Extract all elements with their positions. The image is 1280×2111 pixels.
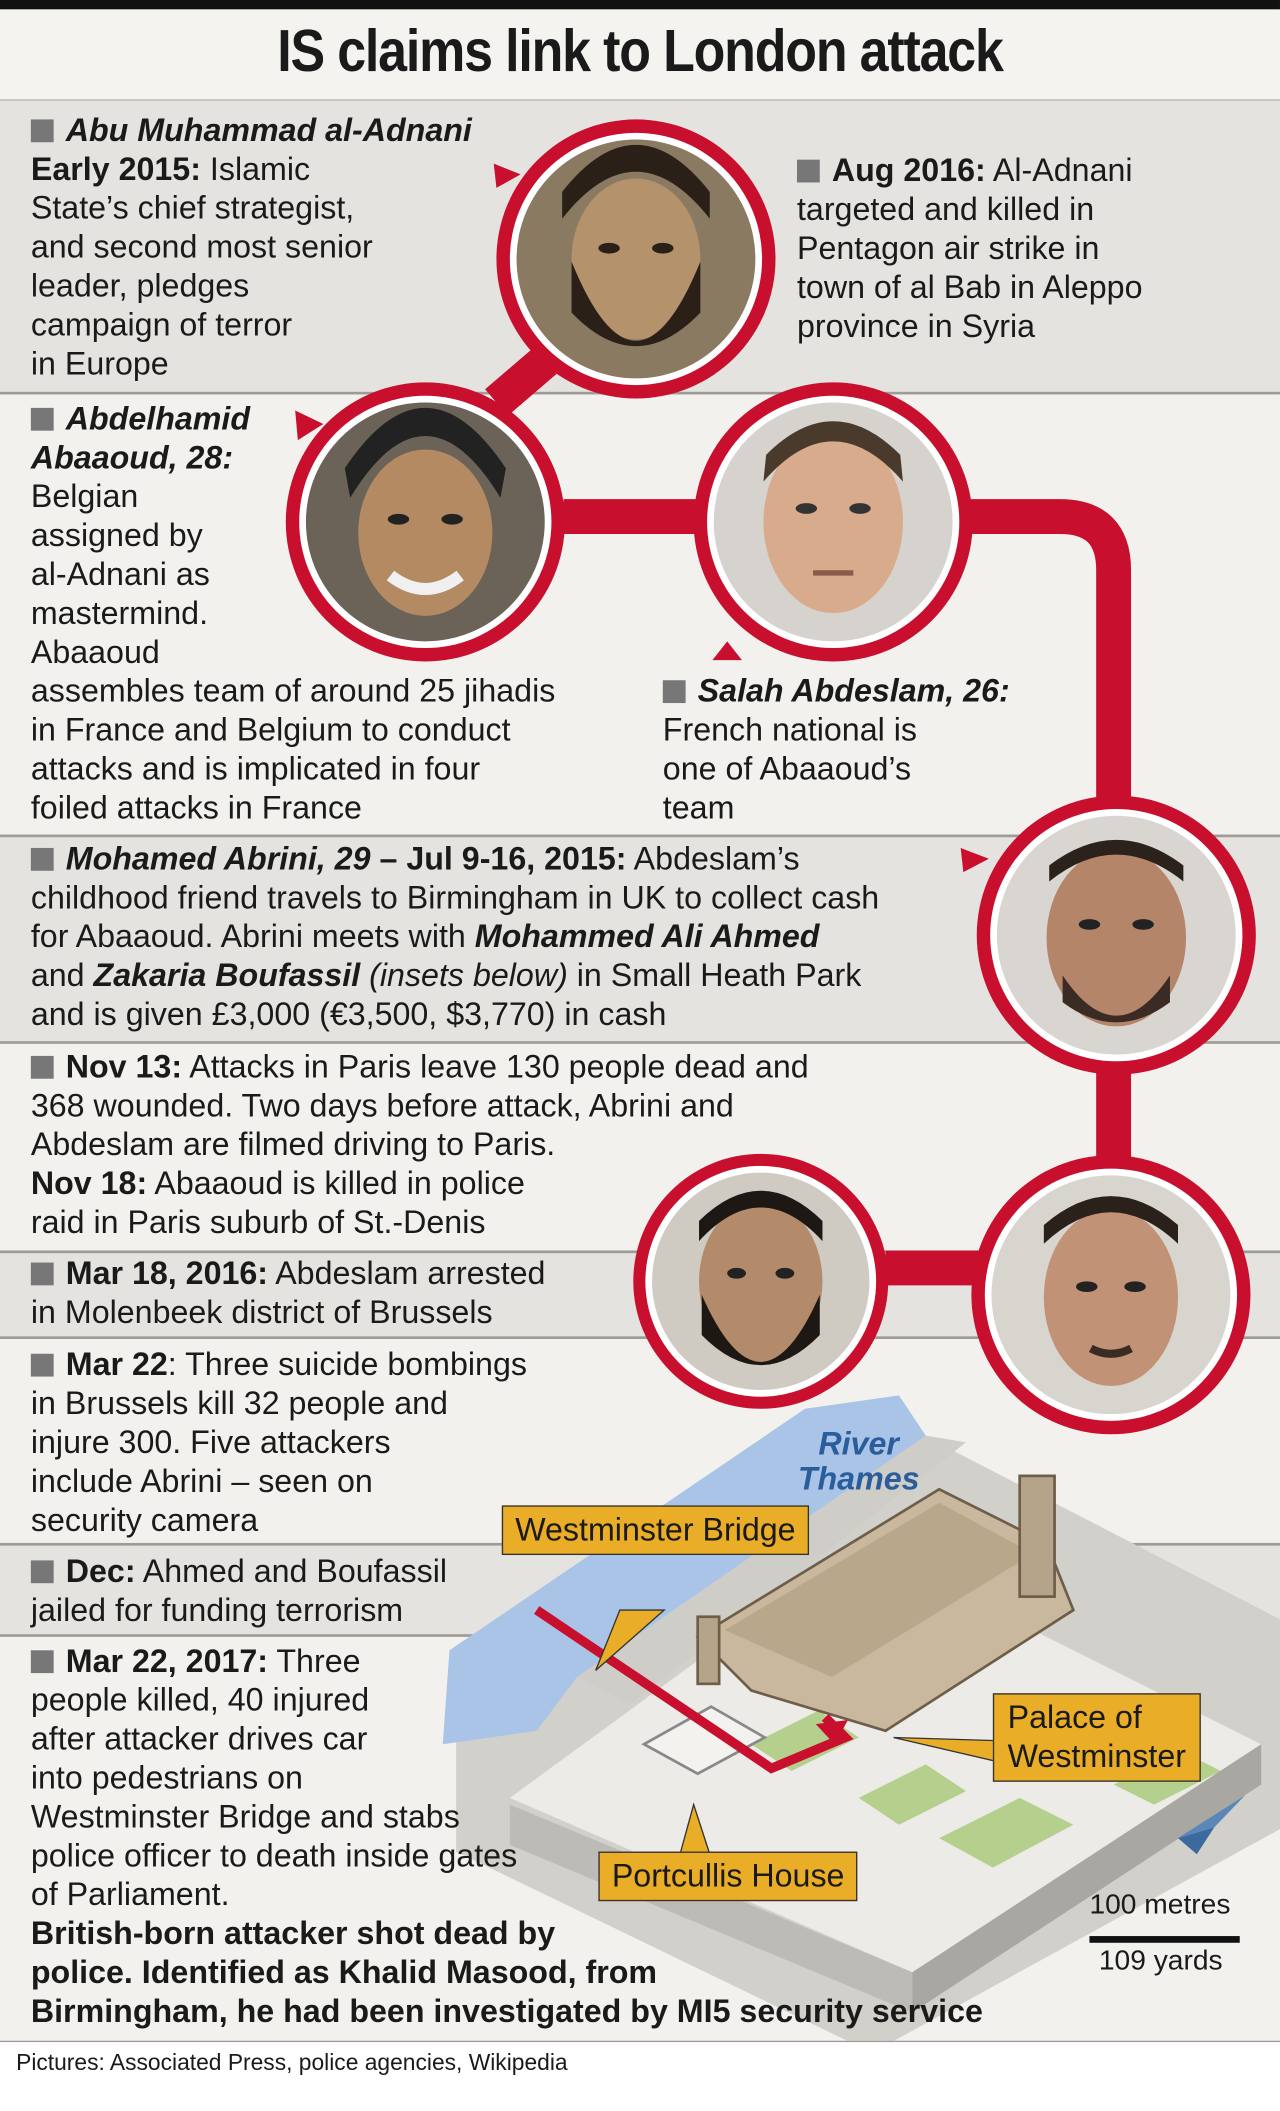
event-text: Attacks in Paris leave 130 people dead and <box>189 1049 809 1086</box>
event-text: and <box>30 957 85 995</box>
event-text: targeted and killed in <box>796 191 1095 229</box>
person-name: Abaaoud, 28: <box>30 440 234 477</box>
event-text: Ahmed and Boufassil <box>142 1553 448 1590</box>
event-text: in France and Belgium to conduct <box>30 712 511 749</box>
bullet-square-icon <box>663 680 686 703</box>
event-date: Mar 22 <box>65 1347 168 1384</box>
event-text: raid in Paris suburb of St.-Denis <box>30 1204 486 1242</box>
block-mar-18-2016 <box>31 1254 546 1332</box>
event-text: Abdeslam are filmed driving to Paris. <box>30 1127 556 1164</box>
block-abaaoud <box>31 400 555 828</box>
event-text: Three <box>276 1643 361 1680</box>
bullet-square-icon <box>31 1354 54 1377</box>
scale-yards: 109 yards <box>1098 1945 1223 1977</box>
river-label-line: River <box>818 1426 899 1463</box>
bullet-square-icon <box>31 119 54 142</box>
event-text: attacks and is implicated in four <box>30 751 481 788</box>
event-text: al-Adnani as <box>30 556 210 594</box>
event-text: Belgian <box>30 478 139 516</box>
event-text: State’s chief strategist, <box>30 190 355 227</box>
event-text: in Brussels kill 32 people and <box>30 1385 448 1423</box>
event-text: injure 300. Five attackers <box>30 1424 391 1462</box>
river-label-line: Thames <box>797 1461 920 1498</box>
event-text: jailed for funding terrorism <box>30 1592 404 1629</box>
portrait-abrini <box>969 788 1264 1083</box>
event-text: French national is <box>662 712 917 749</box>
event-text: and is given £3,000 (€3,500, $3,770) in cash <box>30 996 667 1034</box>
portrait-abdeslam <box>686 374 981 669</box>
block-adnani <box>31 111 472 383</box>
event-text: security camera <box>30 1502 259 1539</box>
event-text: Abdeslam arrested <box>275 1255 546 1293</box>
block-dec <box>31 1552 447 1630</box>
bullet-square-icon <box>31 408 54 431</box>
bullet-square-icon <box>31 1263 54 1286</box>
event-text: 368 wounded. Two days before attack, Abrini and <box>30 1088 734 1125</box>
event-text: mastermind. <box>30 595 209 632</box>
event-text: foiled attacks in France <box>30 790 362 827</box>
event-text: for Abaaoud. Abrini meets with <box>30 919 466 956</box>
event-date: Nov 18: <box>30 1165 148 1203</box>
block-salah-abdeslam <box>663 672 1010 828</box>
insets-note: (insets below) <box>369 957 568 995</box>
person-name: Mohamed Abrini, 29 <box>65 841 371 878</box>
event-text: campaign of terror <box>30 307 293 344</box>
bullet-square-icon <box>31 1056 54 1079</box>
event-date: Aug 2016: <box>831 152 986 190</box>
event-text: people killed, 40 injured <box>30 1682 370 1719</box>
event-date: Early 2015: <box>30 151 201 188</box>
event-text: leader, pledges <box>30 268 250 305</box>
person-name: Abdelhamid <box>65 401 251 438</box>
event-text: assembles team of around 25 jihadis <box>30 673 556 710</box>
picture-credits: Pictures: Associated Press, police agencies, Wikipedia <box>16 2050 568 2076</box>
block-mar-22 <box>31 1346 527 1541</box>
river-thames-label <box>751 1428 966 1498</box>
palace-of-westminster-label <box>993 1693 1201 1782</box>
portrait-al-adnani <box>488 111 783 406</box>
event-text: of Parliament. <box>30 1877 230 1914</box>
bullet-square-icon <box>31 848 54 871</box>
page-title: IS claims link to London attack <box>277 18 1003 85</box>
person-name: Salah Abdeslam, 26: <box>697 673 1010 710</box>
event-date: Dec: <box>65 1553 136 1590</box>
attacker-summary: British-born attacker shot dead by <box>30 1915 556 1953</box>
palace-label-line: Westminster <box>1007 1738 1186 1776</box>
event-text: Abdeslam’s <box>633 841 800 878</box>
block-nov-13 <box>31 1048 809 1243</box>
event-text: into pedestrians on <box>30 1760 303 1797</box>
event-text: team <box>662 790 735 827</box>
event-text: include Abrini – seen on <box>30 1463 373 1501</box>
westminster-bridge-label: Westminster Bridge <box>502 1505 809 1555</box>
block-mar-22-2017 <box>31 1642 983 2031</box>
attacker-summary: police. Identified as Khalid Masood, from <box>30 1954 658 1992</box>
scale-metres: 100 metres <box>1089 1889 1231 1920</box>
portcullis-house-label: Portcullis House <box>598 1852 857 1902</box>
block-aug-2016 <box>797 152 1143 347</box>
event-text: Al-Adnani <box>992 152 1133 190</box>
event-date: Jul 9-16, 2015: <box>406 841 627 878</box>
block-abrini <box>31 840 879 1035</box>
event-text: Westminster Bridge and stabs <box>30 1799 460 1836</box>
event-text: assigned by <box>30 517 203 555</box>
bullet-square-icon <box>31 1650 54 1673</box>
event-text: and second most senior <box>30 229 373 266</box>
event-text: in Europe <box>30 346 169 383</box>
person-name: Zakaria Boufassil <box>93 957 361 995</box>
event-text: in Molenbeek district of Brussels <box>30 1294 493 1331</box>
event-text: : Three suicide bombings <box>167 1347 527 1384</box>
event-date: Nov 13: <box>65 1049 183 1086</box>
event-text: town of al Bab in Aleppo <box>796 269 1143 306</box>
event-date: Mar 18, 2016: <box>65 1255 269 1293</box>
event-text: in Small Heath Park <box>576 957 862 995</box>
event-text: police officer to death inside gates <box>30 1838 518 1875</box>
event-text: Abaaoud is killed in police <box>154 1165 525 1203</box>
palace-label-line: Palace of <box>1007 1699 1142 1737</box>
scale-bar <box>1089 1936 1239 1943</box>
event-date: Mar 22, 2017: <box>65 1643 269 1680</box>
event-text: Pentagon air strike in <box>796 230 1100 267</box>
person-name: Mohammed Ali Ahmed <box>474 919 820 956</box>
dash: – <box>370 841 407 878</box>
person-name: Abu Muhammad al-Adnani <box>65 112 472 149</box>
event-text: childhood friend travels to Birmingham in UK to collect cash <box>30 880 880 917</box>
event-text: after attacker drives car <box>30 1721 368 1758</box>
bullet-square-icon <box>31 1560 54 1583</box>
event-text: province in Syria <box>796 308 1036 345</box>
bullet-square-icon <box>797 160 820 183</box>
event-text: Abaaoud <box>30 634 160 671</box>
portrait-zakaria-boufassil <box>963 1147 1258 1442</box>
event-text: one of Abaaoud’s <box>662 751 912 788</box>
attacker-summary: Birmingham, he had been investigated by MI5 security service <box>30 1993 983 2030</box>
event-text: Islamic <box>209 151 311 188</box>
